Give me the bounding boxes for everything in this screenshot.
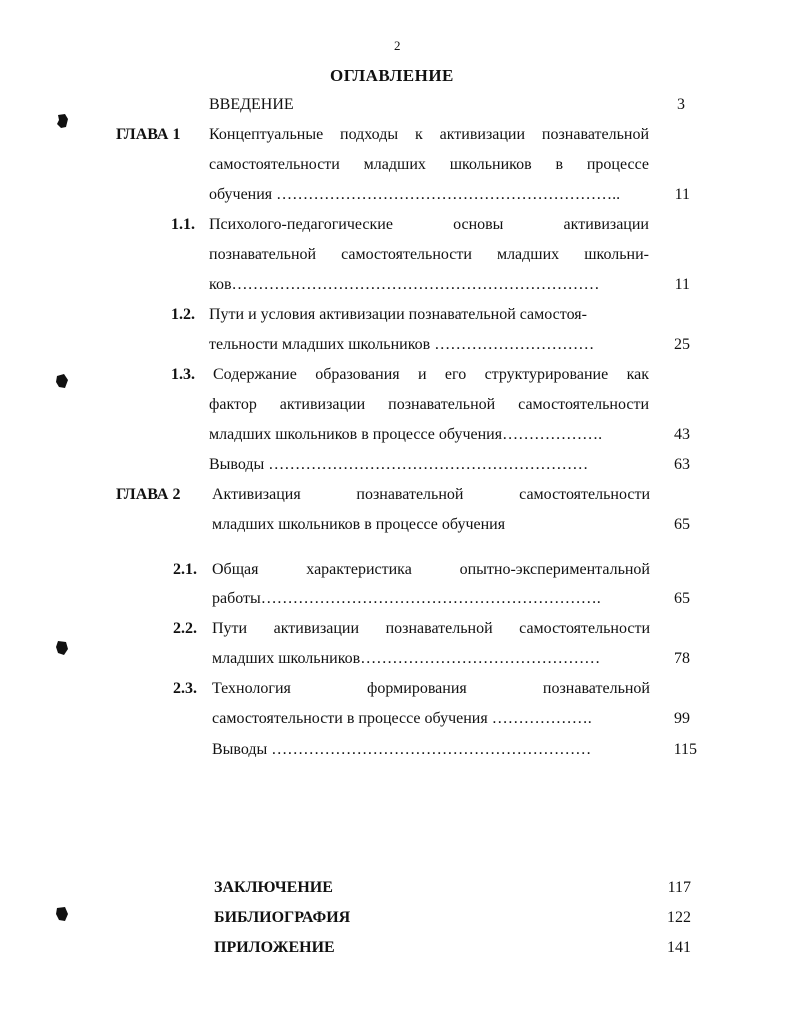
toc-chapter2-line: Активизация познавательной самостоятельности <box>212 486 650 503</box>
toc-bibliography-label: БИБЛИОГРАФИЯ <box>214 909 351 926</box>
toc-section-number: 2.1. <box>173 561 197 578</box>
toc-chapter1-label: ГЛАВА 1 <box>116 126 181 143</box>
toc-section-page: 78 <box>674 650 690 667</box>
toc-section-number: 2.2. <box>173 620 197 637</box>
toc-section-page: 25 <box>674 336 690 353</box>
toc-section-page: 65 <box>674 590 690 607</box>
toc-section-line: Содержание образования и его структурирование как <box>213 366 649 383</box>
toc-section-line: Технология формирования познавательной <box>212 680 650 697</box>
toc-section-number: 1.2. <box>171 306 195 323</box>
toc-section-line: Психолого-педагогические основы активизации <box>209 216 649 233</box>
toc-intro-page: 3 <box>677 96 685 113</box>
toc-chapter2-label: ГЛАВА 2 <box>116 486 181 503</box>
toc-bibliography-page: 122 <box>667 909 691 926</box>
scan-mark-icon <box>55 640 69 656</box>
toc-conclusion-page: 117 <box>667 879 691 896</box>
page-title: ОГЛАВЛЕНИЕ <box>330 66 454 85</box>
toc-section-number: 2.3. <box>173 680 197 697</box>
toc-section-number: 1.3. <box>171 366 195 383</box>
toc-chapter1-line: самостоятельности младших школьников в процессе <box>209 156 649 173</box>
toc-section-line: самостоятельности в процессе обучения ………………. <box>212 710 592 727</box>
toc-chapter1-page: 11 <box>674 186 690 203</box>
toc-section-line: младших школьников в процессе обучения………………. <box>209 426 603 443</box>
toc-section-page: 99 <box>674 710 690 727</box>
toc-conclusion-label: ЗАКЛЮЧЕНИЕ <box>214 879 333 896</box>
toc-section-line: ков…………………………………………………………… <box>209 276 600 293</box>
toc-chapter1-line: обучения ……………………………………………………….. <box>209 186 621 203</box>
toc-section-number: 1.1. <box>171 216 195 233</box>
toc-section-line: познавательной самостоятельности младших школьни- <box>209 246 649 263</box>
toc-section-line: Пути и условия активизации познавательной самостоя- <box>209 306 587 323</box>
toc-chapter2-page: 65 <box>674 516 690 533</box>
toc-intro-label: ВВЕДЕНИЕ <box>209 96 294 113</box>
toc-conclusions-label: Выводы …………………………………………………… <box>209 456 589 473</box>
toc-chapter1-line: Концептуальные подходы к активизации познавательной <box>209 126 649 143</box>
toc-conclusions-page: 115 <box>673 741 697 758</box>
toc-appendix-page: 141 <box>667 939 691 956</box>
toc-section-line: Пути активизации познавательной самостоятельности <box>212 620 650 637</box>
toc-section-line: Общая характеристика опытно-экспериментальной <box>212 561 650 578</box>
toc-section-line: младших школьников……………………………………… <box>212 650 601 667</box>
scan-mark-icon <box>55 906 69 922</box>
scan-mark-icon <box>55 373 69 389</box>
toc-chapter2-line: младших школьников в процессе обучения <box>212 516 506 533</box>
toc-conclusions-page: 63 <box>674 456 690 473</box>
scan-mark-icon <box>55 113 69 129</box>
toc-section-line: работы………………………………………………………. <box>212 590 601 607</box>
toc-section-line: тельности младших школьников ………………………… <box>209 336 595 353</box>
toc-section-page: 11 <box>674 276 690 293</box>
toc-section-line: фактор активизации познавательной самостоятельности <box>209 396 649 413</box>
toc-section-page: 43 <box>674 426 690 443</box>
toc-conclusions-label: Выводы …………………………………………………… <box>212 741 592 758</box>
page-number: 2 <box>394 38 401 53</box>
toc-appendix-label: ПРИЛОЖЕНИЕ <box>214 939 335 956</box>
